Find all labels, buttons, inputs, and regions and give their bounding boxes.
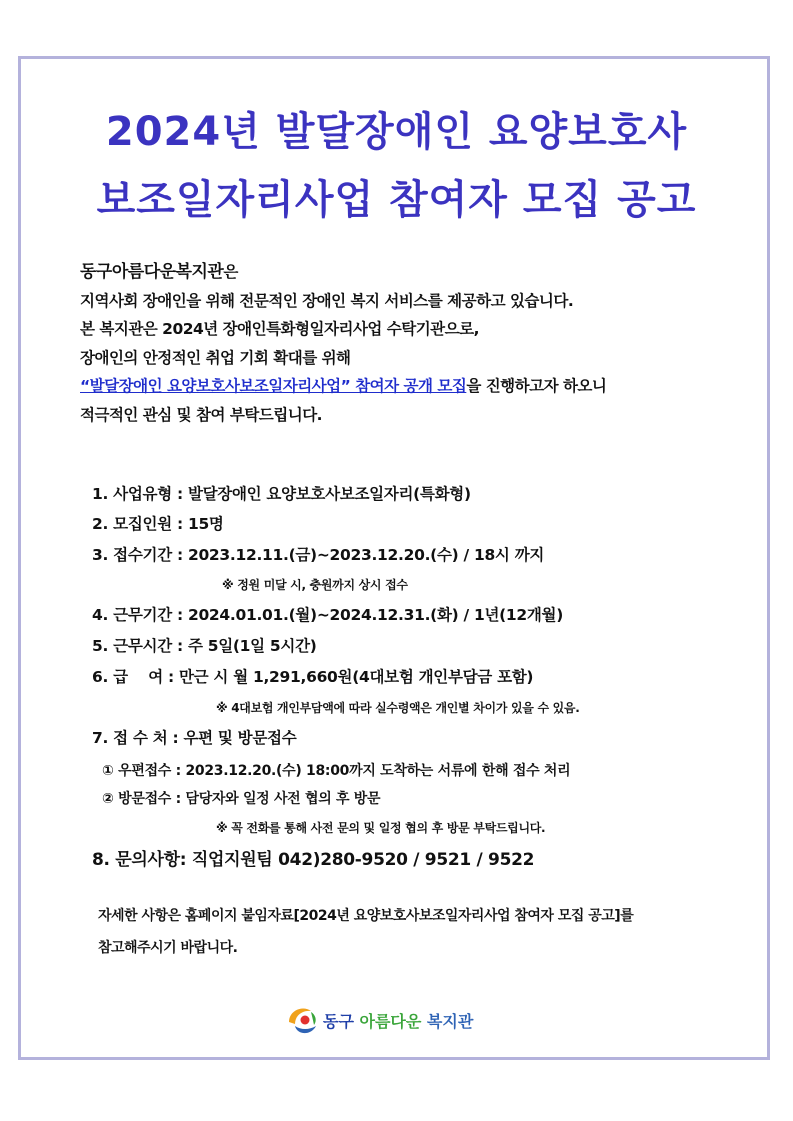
note-visit: ※ 꼭 전화를 통해 사전 문의 및 일정 협의 후 방문 부탁드립니다.	[216, 821, 546, 835]
closing-line-2: 참고해주시기 바랍니다.	[98, 940, 238, 956]
sub-item-visit: ② 방문접수 : 담당자와 일정 사전 협의 후 방문	[102, 791, 381, 807]
item-work-period: 4. 근무기간 : 2024.01.01.(월)~2024.12.31.(화) / 1년(12개월)	[92, 606, 564, 624]
note-salary: ※ 4대보험 개인부담액에 따라 실수령액은 개인별 차이가 있을 수 있음.	[216, 701, 580, 715]
org-logo	[283, 1000, 473, 1040]
item-submission-place: 7. 접 수 처 : 우편 및 방문접수	[92, 729, 297, 747]
item-contact: 8. 문의사항: 직업지원팀 042)280-9520 / 9521 / 9522	[92, 850, 535, 870]
item-recruit-count: 2. 모집인원 : 15명	[92, 515, 224, 533]
logo-text-bokjigwan: 복지관	[426, 1011, 474, 1031]
org-logo-icon	[283, 1002, 321, 1038]
intro-line-4: 장애인의 안정적인 취업 기회 확대를 위해	[80, 348, 351, 367]
intro-line-2: 지역사회 장애인을 위해 전문적인 장애인 복지 서비스를 제공하고 있습니다.	[80, 291, 574, 310]
intro-line-5-suffix: 을 진행하고자 하오니	[466, 377, 607, 396]
item-work-hours: 5. 근무시간 : 주 5일(1일 5시간)	[92, 637, 317, 655]
item-application-period: 3. 접수기간 : 2023.12.11.(금)~2023.12.20.(수) / 18시 까지	[92, 546, 545, 564]
org-name: 동구아름다운복지관	[80, 262, 224, 282]
title-line-1: 2024년 발달장애인 요양보호사	[105, 109, 688, 155]
recruitment-link[interactable]: “발달장애인 요양보호사보조일자리사업” 참여자 공개 모집	[80, 377, 467, 396]
intro-paragraph	[80, 258, 760, 430]
logo-text-donggu: 동구	[323, 1011, 354, 1031]
title-line-2: 보조일자리사업 참여자 모집 공고	[96, 177, 697, 223]
org-suffix: 은	[223, 263, 238, 281]
item-business-type: 1. 사업유형 : 발달장애인 요양보호사보조일자리(특화형)	[92, 485, 471, 503]
closing-paragraph	[98, 900, 748, 964]
logo-text-areumdaun: 아름다운	[359, 1011, 422, 1031]
intro-line-6: 적극적인 관심 및 참여 부탁드립니다.	[80, 405, 323, 424]
sub-item-mail: ① 우편접수 : 2023.12.20.(수) 18:00까지 도착하는 서류에 한해 접수 처리	[102, 763, 571, 779]
closing-line-1: 자세한 사항은 홈페이지 붙임자료[2024년 요양보호사보조일자리사업 참여자 모집 공고]를	[98, 908, 634, 924]
note-application-period: ※ 정원 미달 시, 충원까지 상시 접수	[222, 578, 408, 592]
item-salary: 6. 급 여 : 만근 시 월 1,291,660원(4대보험 개인부담금 포함)	[92, 668, 534, 686]
intro-line-3: 본 복지관은 2024년 장애인특화형일자리사업 수탁기관으로,	[80, 320, 479, 339]
